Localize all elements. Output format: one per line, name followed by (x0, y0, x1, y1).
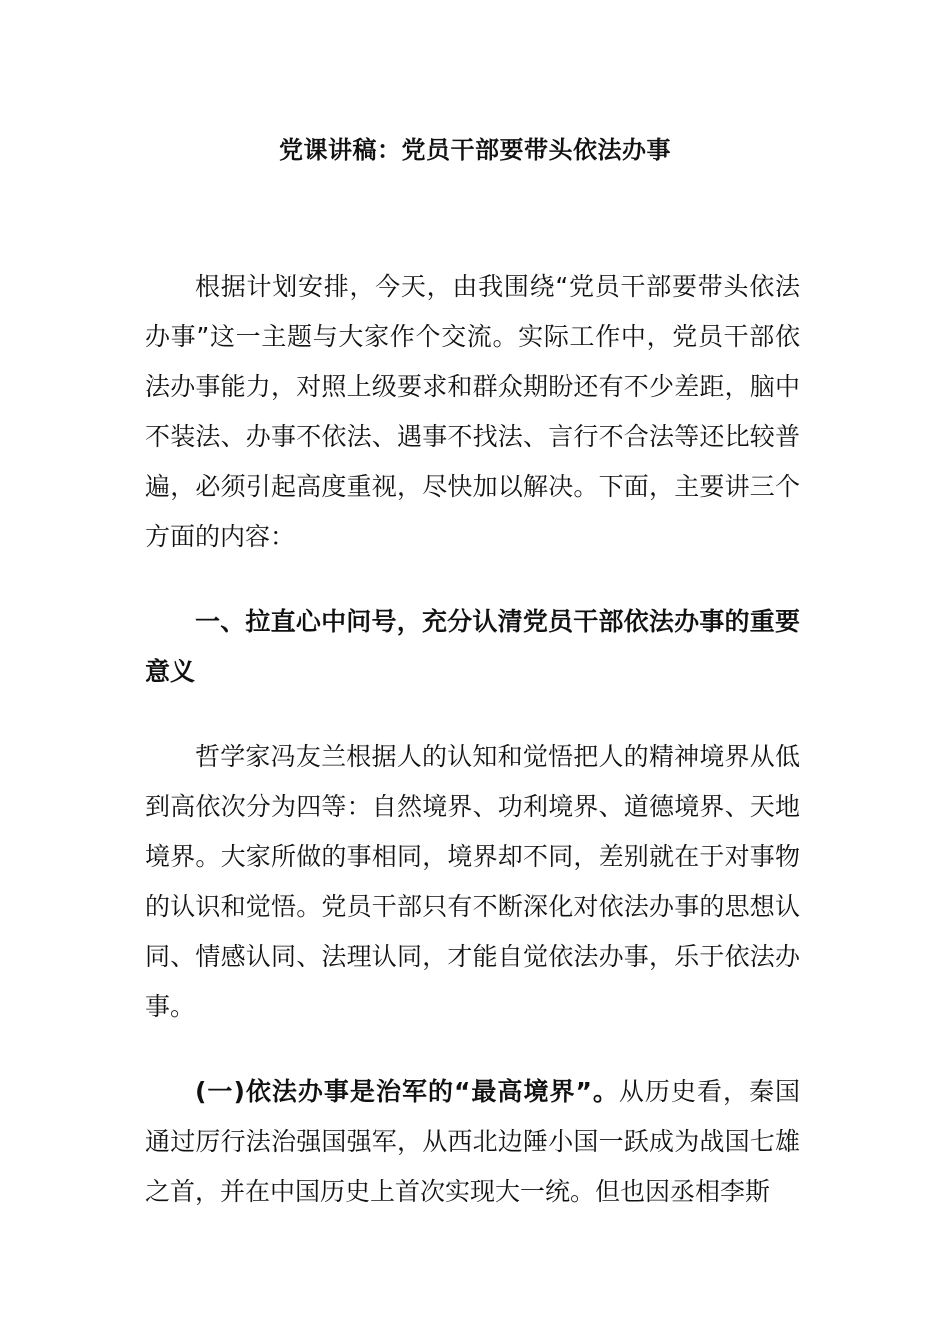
section-1-paragraph: 哲学家冯友兰根据人的认知和觉悟把人的精神境界从低到高依次分为四等：自然境界、功利境界、道德境界、天地境界。大家所做的事相同，境界却不同，差别就在于对事物的认识和觉悟。党员干部只有不断深化对依法办事的思想认同、情感认同、法理认同，才能自觉依法办事，乐于依法办事。 (145, 742, 800, 1021)
subsection-1-1-text: 从历史看，秦国通过厉行法治强国强军，从西北边陲小国一跃成为战国七雄之首，并在中国历史上首次实现大一统。但也因丞相李斯 (145, 1077, 800, 1206)
intro-paragraph: 根据计划安排，今天，由我围绕“党员干部要带头依法办事”这一主题与大家作个交流。实际工作中，党员干部依法办事能力，对照上级要求和群众期盼还有不少差距，脑中不装法、办事不依法、遇事不找法、言行不合法等还比较普遍，必须引起高度重视，尽快加以解决。下面，主要讲三个方面的内容： (145, 272, 800, 551)
section-1-heading: 一、拉直心中问号，充分认清党员干部依法办事的重要意义 (145, 607, 800, 686)
subsection-1-1-paragraph (145, 1067, 800, 1217)
document-title: 党课讲稿：党员干部要带头依法办事 (279, 136, 671, 164)
subsection-1-1-lead: (一)依法办事是治军的“最高境界”。 (195, 1077, 619, 1106)
